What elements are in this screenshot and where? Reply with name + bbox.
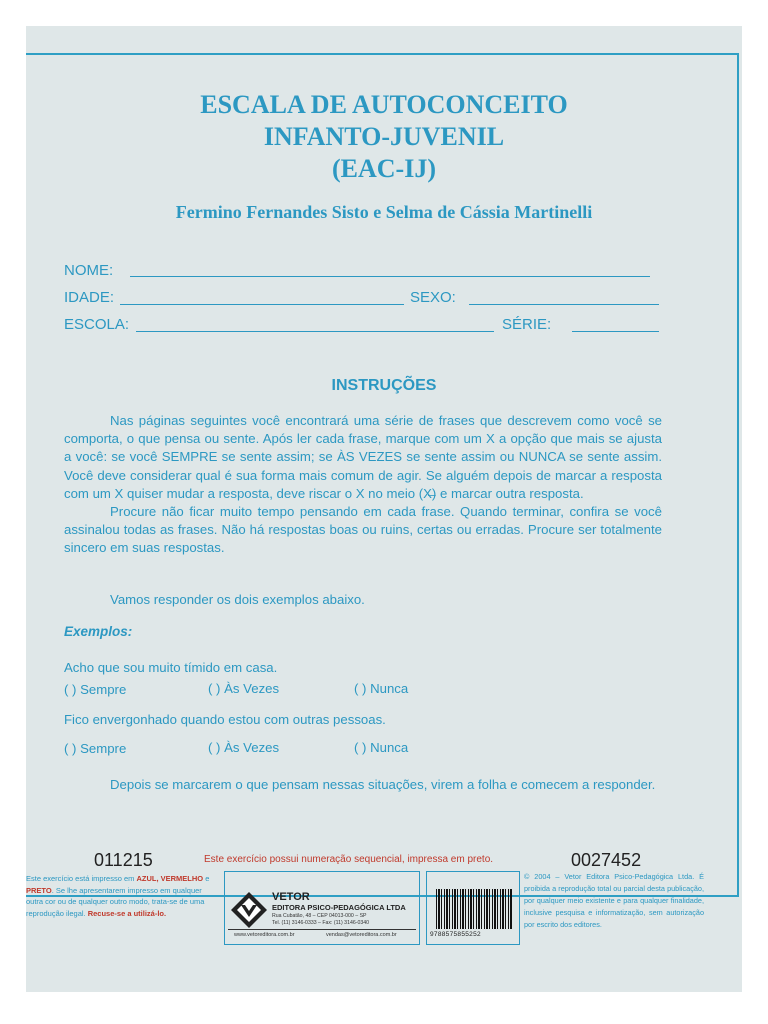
serial-number-left: 011215 bbox=[94, 850, 153, 870]
instructions-paragraph-3 bbox=[64, 591, 662, 609]
example-2-option-as-vezes[interactable]: ( ) Às Vezes bbox=[208, 740, 280, 755]
notice-colors: AZUL, VERMELHO bbox=[136, 874, 204, 883]
sexo-label: SEXO: bbox=[410, 289, 456, 306]
example-1-option-as-vezes[interactable]: ( ) Às Vezes bbox=[208, 681, 280, 696]
publisher-website[interactable]: www.vetoreditora.com.br bbox=[234, 932, 295, 938]
serie-field[interactable] bbox=[572, 331, 659, 332]
example-1-option-sempre[interactable]: ( ) Sempre bbox=[64, 682, 127, 697]
notice-preto: PRETO bbox=[26, 885, 52, 895]
serial-notice: Este exercício possui numeração sequencial, impressa em preto. bbox=[204, 854, 494, 865]
publisher-name: VETOR bbox=[272, 891, 310, 903]
publisher-subtitle: EDITORA PSICO-PEDAGÓGICA LTDA bbox=[272, 903, 406, 912]
example-question-2: Fico envergonhado quando estou com outras pessoas. bbox=[64, 712, 386, 727]
instructions-heading: INSTRUÇÕES bbox=[331, 377, 437, 394]
publisher-phone: Tel. (11) 3146-0333 – Fax: (11) 3146-0340 bbox=[272, 920, 369, 926]
footer bbox=[26, 871, 742, 954]
notice-text-a: Este exercício está impresso em bbox=[26, 874, 137, 883]
idade-label: IDADE: bbox=[64, 289, 115, 306]
authors: Fermino Fernandes Sisto e Selma de Cássia Martinelli bbox=[175, 202, 593, 222]
serial-number-right: 0027452 bbox=[571, 850, 642, 870]
instructions-text bbox=[64, 412, 662, 558]
notice-refuse: Recuse-se a utilizá-lo. bbox=[87, 908, 167, 918]
publisher-address: Rua Cubatão, 48 – CEP 04013-000 – SP bbox=[272, 913, 367, 919]
notice-text-c: . Se lhe apresentarem impresso em qualquer outra cor ou de qualquer outro modo, trata-se de uma reprodução ilegal. bbox=[26, 885, 205, 918]
barcode-number: 9788575855252 bbox=[430, 931, 481, 938]
nome-label: NOME: bbox=[64, 262, 114, 279]
copyright-notice: © 2004 – Vetor Editora Psico-Pedagógica Ltda. É proibida a reprodução total ou parcial desta publicação, por qualquer meio existente e para qualquer finalidade, inclusive pesquisa e informatização, sem autorização por escrito dos editores. bbox=[524, 872, 704, 929]
nome-field[interactable] bbox=[130, 276, 650, 277]
title-line-1: ESCALA DE AUTOCONCEITO bbox=[200, 90, 568, 119]
example-1-option-nunca[interactable]: ( ) Nunca bbox=[354, 681, 409, 696]
title-line-2: INFANTO-JUVENIL bbox=[263, 122, 505, 151]
instructions-p3-text: Vamos responder os dois exemplos abaixo. bbox=[110, 592, 365, 607]
closing-text bbox=[64, 776, 662, 794]
serie-label: SÉRIE: bbox=[502, 316, 552, 333]
example-2-option-nunca[interactable]: ( ) Nunca bbox=[354, 740, 409, 755]
example-question-1: Acho que sou muito tímido em casa. bbox=[64, 660, 278, 675]
publisher-divider bbox=[228, 929, 416, 930]
title-line-3: (EAC-IJ) bbox=[332, 154, 436, 183]
sexo-field[interactable] bbox=[469, 304, 659, 305]
instructions-paragraph-1: Nas páginas seguintes você encontrará uma série de frases que descrevem como você se comporta, o que pensa ou sente. Após ler cada frase, marque com um X a opção que mais se ajusta a você: se você SEMPRE se sente assim; se ÀS VEZES se sente assim ou NUNCA se sente assim. Você deve considerar qual é sua forma mais comum de agir. Se alguém depois de marcar a resposta com um X quiser mudar a resposta, deve riscar o X no meio (X̶) e marcar outra resposta. bbox=[64, 413, 662, 501]
notice-text-b: e bbox=[203, 874, 210, 883]
form-sheet bbox=[26, 26, 742, 992]
examples-heading: Exemplos: bbox=[64, 624, 133, 639]
escola-field[interactable] bbox=[136, 331, 494, 332]
escola-label: ESCOLA: bbox=[64, 316, 130, 333]
vetor-logo-icon bbox=[230, 891, 268, 929]
print-colors-notice bbox=[26, 873, 212, 919]
barcode bbox=[436, 889, 512, 929]
idade-field[interactable] bbox=[120, 304, 404, 305]
closing-paragraph: Depois se marcarem o que pensam nessas situações, virem a folha e comecem a responder. bbox=[110, 777, 656, 792]
instructions-paragraph-2: Procure não ficar muito tempo pensando em cada frase. Quando terminar, confira se você assinalou todas as frases. Não há respostas boas ou ruins, certas ou erradas. Procure ser totalmente sincero em suas respostas. bbox=[64, 504, 662, 556]
publisher-email[interactable]: vendas@vetoreditora.com.br bbox=[326, 932, 397, 938]
example-2-option-sempre[interactable]: ( ) Sempre bbox=[64, 741, 127, 756]
